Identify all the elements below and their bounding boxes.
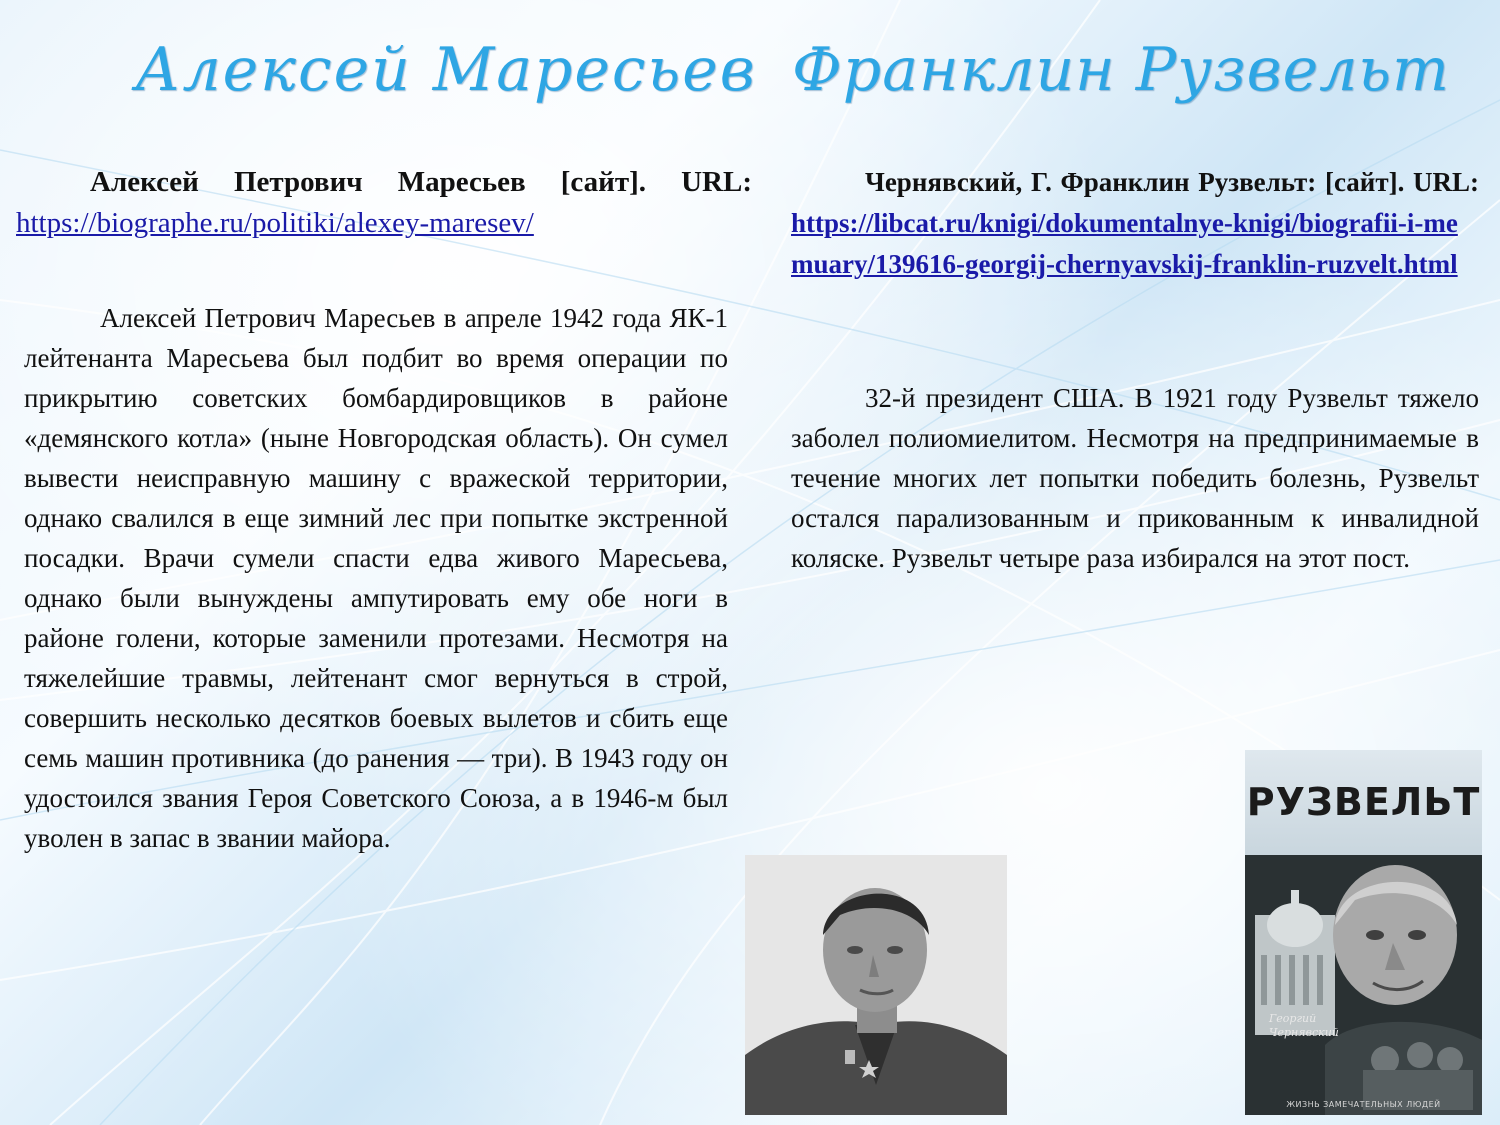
- roosevelt-bio-content: 32-й президент США. В 1921 году Рузвельт тяжело заболел полиомиелитом. Несмотря на предпринимаемые в течение многих лет попытки победить болезнь, Рузвельт остался парализованным и прикованным к инвалидной коляске. Рузвельт четыре раза избирался на этот пост.: [791, 383, 1479, 573]
- book-title: РУЗВЕЛЬТ: [1245, 750, 1482, 855]
- citation-left-url-label: URL:: [681, 166, 752, 198]
- maresyev-portrait-photo: [745, 855, 1007, 1115]
- title-maresyev: Алексей Маресьев: [135, 35, 757, 105]
- citation-left-link[interactable]: https://biographe.ru/politiki/alexey-maresev/: [16, 207, 534, 239]
- citation-right: [791, 162, 1479, 285]
- citation-right-text: Чернявский, Г. Франклин Рузвельт: [сайт].: [865, 167, 1405, 197]
- title-roosevelt: Франклин Рузвельт: [792, 35, 1450, 105]
- citation-right-url-label: URL:: [1413, 167, 1480, 197]
- book-series: ЖИЗНЬ ЗАМЕЧАТЕЛЬНЫХ ЛЮДЕЙ: [1286, 1100, 1441, 1109]
- citation-left: [16, 162, 752, 244]
- book-author: Георгий Чернявский: [1269, 1012, 1339, 1039]
- portrait-illustration: [745, 855, 1007, 1115]
- citation-left-text: Алексей Петрович Маресьев [сайт].: [90, 166, 647, 198]
- roosevelt-book-cover: [1245, 750, 1482, 1115]
- maresyev-bio-text: [24, 298, 728, 858]
- citation-right-link[interactable]: https://libcat.ru/knigi/dokumentalnye-knigi/biografii-i-memuary/139616-georgij-chernyavskij-franklin-ruzvelt.html: [791, 208, 1458, 279]
- maresyev-bio-content: Алексей Петрович Маресьев в апреле 1942 года ЯК-1 лейтенанта Маресьева был подбит во время операции по прикрытию советских бомбардировщиков в районе «демянского котла» (ныне Новгородская область). Он сумел вывести неисправную машину с вражеской территории, однако свалился в еще зимний лес при попытке экстренной посадки. Врачи сумели спасти едва живого Маресьева, однако были вынуждены ампутировать ему обе ноги в районе голени, которые заменили протезами. Несмотря на тяжелейшие травмы, лейтенант смог вернуться в строй, совершить несколько десятков боевых вылетов и сбить еще семь машин противника (до ранения — три). В 1943 году он удостоился звания Героя Советского Союза, а в 1946-м был уволен в запас в звании майора.: [24, 303, 728, 853]
- roosevelt-bio-text: [791, 378, 1479, 578]
- book-cover-illustration: [1245, 855, 1482, 1115]
